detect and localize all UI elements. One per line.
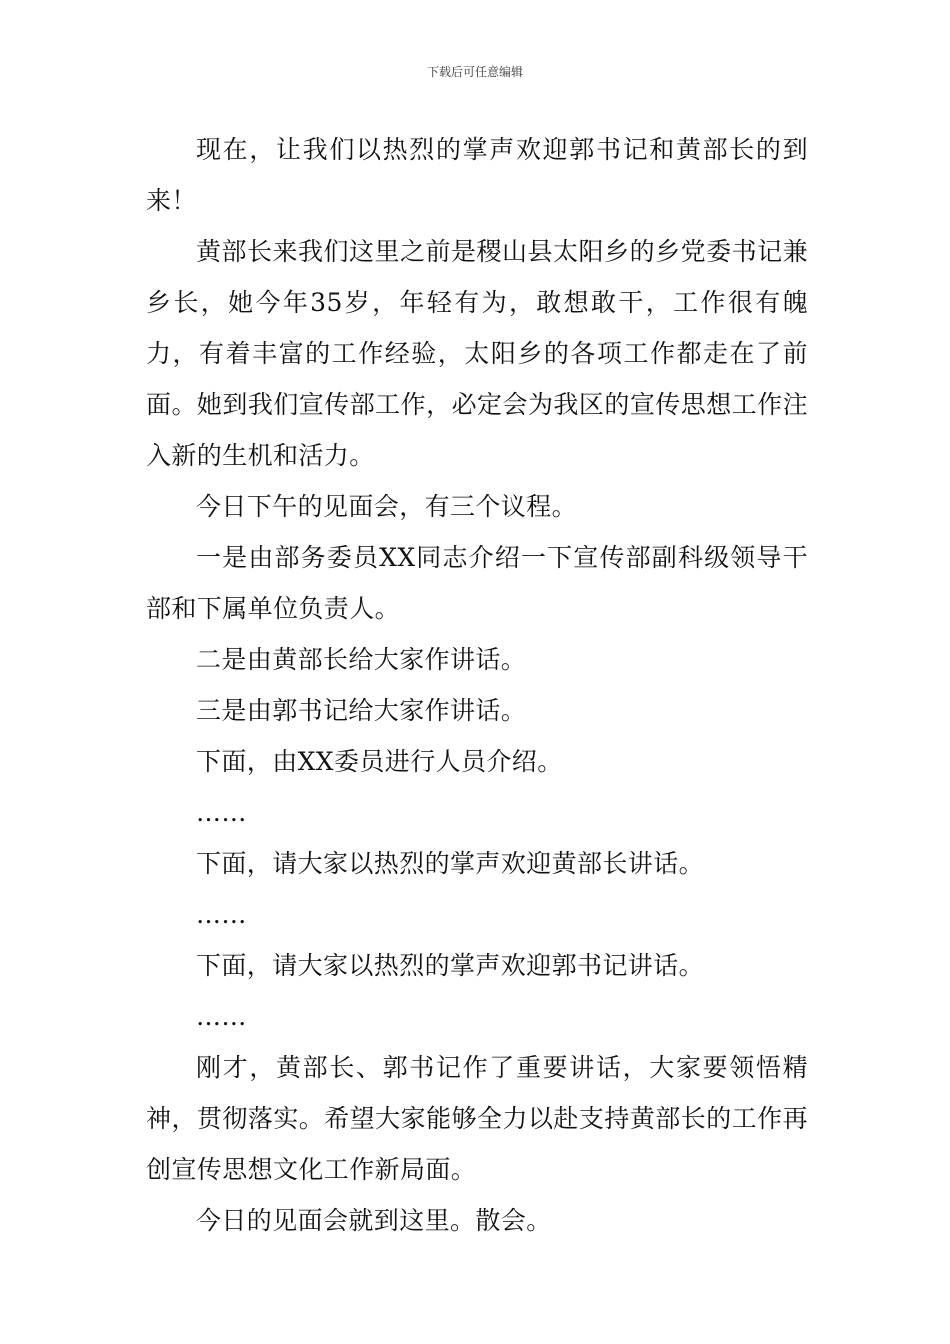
paragraph-agenda-item-3: 三是由郭书记给大家作讲话。 [196, 696, 527, 725]
paragraph-member-intro: 下面，由XX委员进行人员介绍。 [196, 747, 563, 776]
paragraph-summary: 刚才，黄部长、郭书记作了重要讲话，大家要领悟精神，贯彻落实。希望大家能够全力以赴支持黄部长的工作再创宣传思想文化工作新局面。 [146, 1053, 808, 1184]
document-body [146, 124, 808, 1246]
paragraph-closing: 今日的见面会就到这里。散会。 [196, 1206, 552, 1235]
paragraph-agenda-item-2: 二是由黄部长给大家作讲话。 [196, 645, 527, 674]
paragraph-ellipsis: …… [196, 900, 247, 929]
page-header: 下载后可任意编辑 [426, 65, 523, 79]
paragraph-ellipsis: …… [196, 1002, 247, 1031]
paragraph-huang-speech: 下面，请大家以热烈的掌声欢迎黄部长讲话。 [196, 849, 705, 878]
paragraph-welcome: 现在，让我们以热烈的掌声欢迎郭书记和黄部长的到来！ [146, 135, 808, 215]
paragraph-agenda-item-1: 一是由部务委员XX同志介绍一下宣传部副科级领导干部和下属单位负责人。 [146, 543, 808, 623]
paragraph-introduction: 黄部长来我们这里之前是稷山县太阳乡的乡党委书记兼乡长，她今年35岁，年轻有为，敢想敢干，工作很有魄力，有着丰富的工作经验，太阳乡的各项工作都走在了前面。她到我们宣传部工作，必定会为我区的宣传思想工作注入新的生机和活力。 [146, 237, 808, 470]
paragraph-agenda-intro: 今日下午的见面会，有三个议程。 [196, 492, 578, 521]
paragraph-ellipsis: …… [196, 798, 247, 827]
paragraph-guo-speech: 下面，请大家以热烈的掌声欢迎郭书记讲话。 [196, 951, 705, 980]
